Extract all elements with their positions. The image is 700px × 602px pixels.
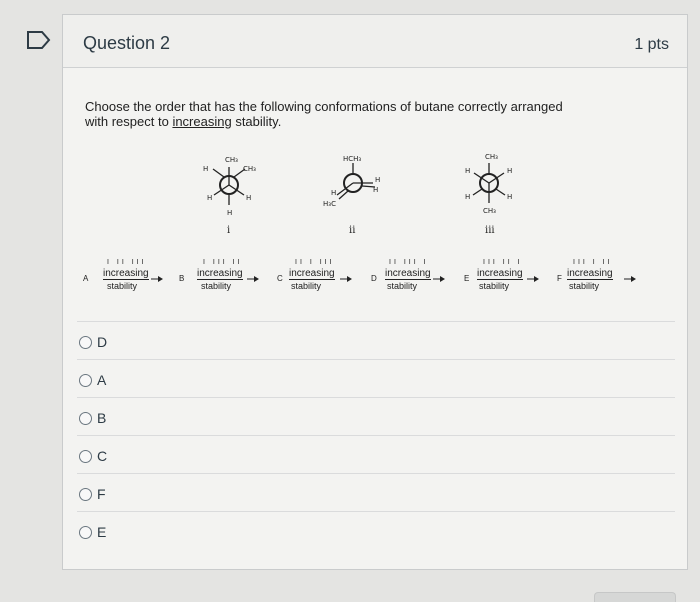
divider: [77, 435, 675, 436]
atom-label: H: [246, 194, 252, 202]
order-word-stability: stability: [569, 281, 600, 291]
order-sequence: II I III: [295, 259, 335, 266]
divider: [77, 321, 675, 322]
atom-label: H: [507, 167, 513, 175]
answer-label: E: [97, 524, 107, 540]
answer-label: A: [97, 372, 107, 388]
order-arrow: [624, 276, 636, 282]
order-arrow: [151, 276, 163, 282]
order-word-increasing: increasing: [197, 268, 243, 279]
order-word-stability: stability: [479, 281, 510, 291]
answer-option[interactable]: [63, 359, 689, 397]
divider: [77, 359, 675, 360]
atom-label: H: [331, 189, 337, 197]
atom-label: H: [507, 193, 513, 201]
newman-label-ii: ii: [349, 225, 356, 236]
order-word-stability: stability: [291, 281, 322, 291]
order-letter: A: [83, 274, 89, 283]
order-letter: F: [557, 274, 562, 283]
bookmark-flag-icon[interactable]: [26, 30, 52, 55]
prompt-text-underlined: increasing: [172, 114, 232, 129]
atom-label: CH₃: [243, 165, 256, 173]
atom-label: H: [465, 193, 471, 201]
order-sequence: III II I: [483, 259, 523, 266]
newman-label-iii: iii: [485, 225, 495, 236]
newman-projection-i: [189, 149, 269, 224]
divider: [77, 397, 675, 398]
divider: [77, 473, 675, 474]
atom-label: HCH₃: [343, 155, 362, 163]
atom-label: H: [375, 176, 381, 184]
question-prompt: [85, 99, 585, 129]
radio-button[interactable]: [79, 526, 92, 539]
atom-label: CH₃: [483, 207, 496, 215]
order-arrow: [340, 276, 352, 282]
order-sequence: I III II: [203, 259, 243, 266]
newman-projection-iii: [449, 145, 529, 226]
answer-label: F: [97, 486, 106, 502]
order-word-increasing: increasing: [385, 268, 431, 279]
prompt-text-before: Choose the order that has the following conformations of butane correctly arranged with respect to: [85, 99, 563, 129]
order-sequence: II III I: [389, 259, 429, 266]
order-word-stability: stability: [107, 281, 138, 291]
atom-label: H: [465, 167, 471, 175]
newman-projection-ii: [315, 151, 395, 226]
order-word-stability: stability: [201, 281, 232, 291]
order-letter: C: [277, 274, 283, 283]
newman-label-i: i: [227, 225, 231, 236]
order-arrow: [433, 276, 445, 282]
atom-label: H: [373, 186, 379, 194]
divider: [77, 511, 675, 512]
radio-button[interactable]: [79, 374, 92, 387]
answer-option[interactable]: [63, 321, 689, 359]
answer-label: B: [97, 410, 107, 426]
radio-button[interactable]: [79, 412, 92, 425]
order-word-increasing: increasing: [103, 268, 149, 279]
radio-button[interactable]: [79, 336, 92, 349]
question-points: 1 pts: [634, 36, 669, 53]
order-letter: D: [371, 274, 377, 283]
atom-label: H: [227, 209, 233, 217]
atom-label: CH₃: [225, 156, 238, 164]
atom-label: H₃C: [323, 200, 336, 208]
prompt-text-after: stability.: [231, 114, 282, 129]
atom-label: H: [207, 194, 213, 202]
answer-option[interactable]: [63, 511, 689, 549]
order-arrow: [247, 276, 259, 282]
order-word-increasing: increasing: [567, 268, 613, 279]
atom-label: H: [203, 165, 209, 173]
question-card: [62, 14, 688, 570]
question-title: Question 2: [83, 33, 171, 53]
atom-label: CH₃: [485, 153, 498, 161]
order-word-increasing: increasing: [477, 268, 523, 279]
answer-label: D: [97, 334, 108, 350]
order-sequence: III I II: [573, 259, 613, 266]
answer-option[interactable]: [63, 397, 689, 435]
question-header: [63, 15, 687, 68]
order-letter: B: [179, 274, 185, 283]
radio-button[interactable]: [79, 450, 92, 463]
order-arrow: [527, 276, 539, 282]
order-letter: E: [464, 274, 470, 283]
order-word-stability: stability: [387, 281, 418, 291]
radio-button[interactable]: [79, 488, 92, 501]
answer-option[interactable]: [63, 473, 689, 511]
answer-option[interactable]: [63, 435, 689, 473]
answer-label: C: [97, 448, 108, 464]
order-word-increasing: increasing: [289, 268, 335, 279]
order-sequence: I II III: [107, 259, 147, 266]
